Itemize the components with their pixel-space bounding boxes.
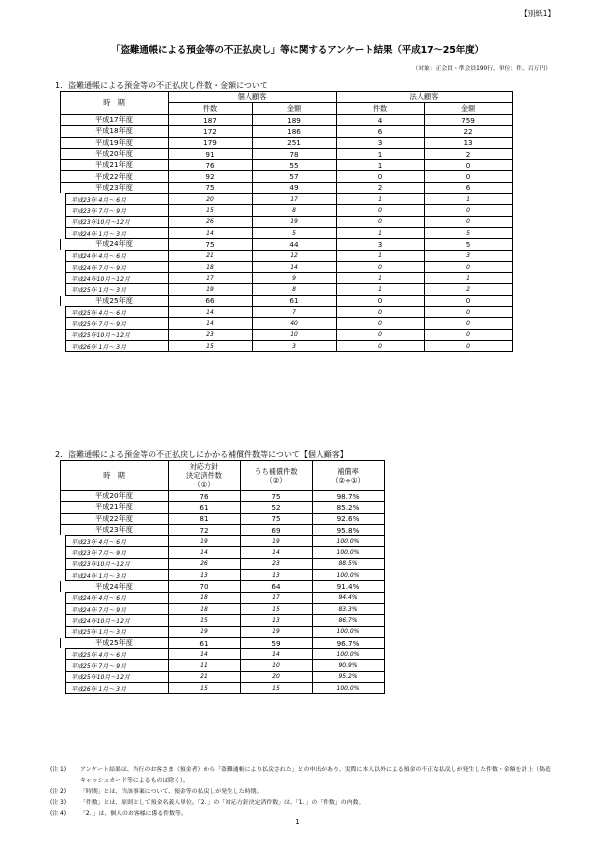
period-label: 平成23年度 [60,182,168,193]
table-row [60,284,512,295]
value-cell: 59 [240,637,312,648]
table-row [60,502,384,513]
table-row [60,182,512,193]
table-row [60,295,512,306]
table-row [60,603,384,614]
value-cell: 20 [240,671,312,682]
col-individual-header: 個人顧客 [168,92,336,103]
value-cell: 21 [168,250,252,261]
value-cell: 100.0% [312,683,384,694]
value-cell: 100.0% [312,626,384,637]
period-label: 平成24年度 [60,239,168,250]
value-cell: 7 [252,307,336,318]
section2-heading: 2．盗難通帳による預金等の不正払戻しにかかる補償件数等について【個人顧客】 [55,450,348,459]
col-rate-header: 補償率 （②÷①） [312,461,384,491]
period-label: 平成24年 7月～ 9月 [60,261,168,272]
period-label: 平成21年度 [60,160,168,171]
value-cell: 26 [168,558,240,569]
value-cell: 19 [168,626,240,637]
value-cell: 0 [424,329,512,340]
value-cell: 14 [168,649,240,660]
value-cell: 13 [168,570,240,581]
period-label: 平成25年 4月～ 6月 [60,649,168,660]
period-label: 平成24年10月～12月 [60,615,168,626]
value-cell: 3 [336,239,424,250]
value-cell: 1 [336,160,424,171]
value-cell: 2 [336,182,424,193]
value-cell: 55 [252,160,336,171]
value-cell: 15 [168,683,240,694]
value-cell: 17 [252,194,336,205]
annex-label: 【別紙1】 [520,9,555,18]
value-cell: 172 [168,126,252,137]
value-cell: 19 [240,536,312,547]
value-cell: 91.4% [312,581,384,592]
col-period-header: 時 期 [60,461,168,491]
table-row [60,592,384,603]
value-cell: 0 [424,205,512,216]
value-cell: 49 [252,182,336,193]
value-cell: 6 [336,126,424,137]
footnote [50,787,555,798]
value-cell: 1 [424,194,512,205]
value-cell: 4 [336,115,424,126]
table-row [60,491,384,502]
value-cell: 3 [252,340,336,351]
table-row [60,340,512,351]
value-cell: 19 [240,626,312,637]
value-cell: 75 [240,513,312,524]
table-row [60,660,384,671]
value-cell: 44 [252,239,336,250]
value-cell: 13 [240,570,312,581]
value-cell: 0 [336,261,424,272]
period-label: 平成22年度 [60,171,168,182]
value-cell: 81 [168,513,240,524]
period-label: 平成24年 4月～ 6月 [60,592,168,603]
value-cell: 0 [424,261,512,272]
period-label: 平成25年 1月～ 3月 [60,626,168,637]
table-row [60,250,512,261]
value-cell: 91 [168,148,252,159]
compensation-table [55,460,385,694]
table-row [60,205,512,216]
value-cell: 15 [168,615,240,626]
table-row [60,115,512,126]
page-title: 「盗難通帳による預金等の不正払戻し」等に関するアンケート結果（平成17～25年度） [111,45,484,56]
value-cell: 92 [168,171,252,182]
value-cell: 22 [424,126,512,137]
value-cell: 0 [336,205,424,216]
value-cell: 14 [168,547,240,558]
col-decided-header: 対応方針 決定済件数 （①） [168,461,240,491]
period-label: 平成25年10月～12月 [60,671,168,682]
value-cell: 0 [336,171,424,182]
value-cell: 6 [424,182,512,193]
value-cell: 0 [424,340,512,351]
period-label: 平成23年 4月～ 6月 [60,194,168,205]
value-cell: 100.0% [312,536,384,547]
period-label: 平成23年10月～12月 [60,558,168,569]
period-label: 平成19年度 [60,137,168,148]
footnote-text: 「件数」とは、原則として預金名義人単位。「2．」の「対応方針決定済件数」は、「1．」の「件数」の内数。 [80,800,365,806]
value-cell: 92.6% [312,513,384,524]
value-cell: 14 [252,261,336,272]
value-cell: 0 [424,160,512,171]
value-cell: 69 [240,524,312,535]
value-cell: 21 [168,671,240,682]
value-cell: 14 [240,649,312,660]
value-cell: 66 [168,295,252,306]
value-cell: 17 [168,273,252,284]
value-cell: 14 [240,547,312,558]
value-cell: 61 [252,295,336,306]
value-cell: 12 [252,250,336,261]
value-cell: 100.0% [312,547,384,558]
value-cell: 64 [240,581,312,592]
value-cell: 17 [240,592,312,603]
col-corporate-amount-header: 金額 [424,103,512,115]
table-row [60,683,384,694]
value-cell: 179 [168,137,252,148]
period-label: 平成23年 4月～ 6月 [60,536,168,547]
value-cell: 15 [168,340,252,351]
value-cell: 23 [168,329,252,340]
col-individual-amount-header: 金額 [252,103,336,115]
value-cell: 85.2% [312,502,384,513]
table-row [60,626,384,637]
value-cell: 14 [168,227,252,238]
value-cell: 19 [252,216,336,227]
value-cell: 83.3% [312,603,384,614]
value-cell: 9 [252,273,336,284]
value-cell: 11 [168,660,240,671]
value-cell: 187 [168,115,252,126]
value-cell: 18 [168,592,240,603]
value-cell: 86.7% [312,615,384,626]
value-cell: 94.4% [312,592,384,603]
value-cell: 0 [424,295,512,306]
period-label: 平成26年 1月～ 3月 [60,683,168,694]
table-row [60,615,384,626]
period-label: 平成20年度 [60,491,168,502]
table-row [60,671,384,682]
period-label: 平成17年度 [60,115,168,126]
value-cell: 0 [424,307,512,318]
value-cell: 75 [168,239,252,250]
value-cell: 1 [336,227,424,238]
table-row [60,307,512,318]
value-cell: 1 [336,194,424,205]
value-cell: 23 [240,558,312,569]
value-cell: 186 [252,126,336,137]
table-row [60,194,512,205]
value-cell: 2 [424,284,512,295]
period-label: 平成23年 7月～ 9月 [60,547,168,558]
value-cell: 0 [336,329,424,340]
value-cell: 13 [424,137,512,148]
value-cell: 95.2% [312,671,384,682]
table-row [60,137,512,148]
value-cell: 88.5% [312,558,384,569]
value-cell: 95.8% [312,524,384,535]
value-cell: 15 [168,205,252,216]
table-row [60,547,384,558]
value-cell: 61 [168,502,240,513]
value-cell: 5 [424,227,512,238]
period-label: 平成25年 7月～ 9月 [60,660,168,671]
value-cell: 19 [168,536,240,547]
value-cell: 0 [336,295,424,306]
value-cell: 8 [252,205,336,216]
value-cell: 76 [168,160,252,171]
period-label: 平成23年度 [60,524,168,535]
value-cell: 1 [336,148,424,159]
table-row [60,148,512,159]
value-cell: 72 [168,524,240,535]
value-cell: 0 [336,307,424,318]
table-row [60,524,384,535]
value-cell: 10 [240,660,312,671]
table-row [60,216,512,227]
value-cell: 10 [252,329,336,340]
value-cell: 0 [424,318,512,329]
value-cell: 40 [252,318,336,329]
value-cell: 61 [168,637,240,648]
table-row [60,318,512,329]
value-cell: 1 [336,284,424,295]
value-cell: 759 [424,115,512,126]
footnote-label: (注 3) [50,800,67,806]
period-label: 平成24年10月～12月 [60,273,168,284]
value-cell: 19 [168,284,252,295]
period-label: 平成23年 7月～ 9月 [60,205,168,216]
value-cell: 75 [168,182,252,193]
period-label: 平成25年度 [60,295,168,306]
value-cell: 78 [252,148,336,159]
value-cell: 100.0% [312,570,384,581]
table-row [60,513,384,524]
table-row [60,171,512,182]
col-individual-count-header: 件数 [168,103,252,115]
value-cell: 52 [240,502,312,513]
value-cell: 2 [424,148,512,159]
value-cell: 5 [252,227,336,238]
value-cell: 0 [336,216,424,227]
value-cell: 15 [240,683,312,694]
col-compensated-header: うち補償件数 （②） [240,461,312,491]
table-row [60,558,384,569]
section1-heading: 1．盗難通帳による預金等の不正払戻し件数・金額について [55,81,268,90]
footnote-text: アンケート結果は、当行のお客さま（預金者）から「盗難通帳により払戻された」との申出があり、実際に本人以外による預金の不正な払戻しが発生した件数・金額を計上（偽造キャッシュカード等によるものは除く）。 [80,767,551,784]
value-cell: 15 [240,603,312,614]
period-label: 平成24年 1月～ 3月 [60,570,168,581]
value-cell: 3 [424,250,512,261]
value-cell: 18 [168,603,240,614]
table-row [60,581,384,592]
footnote [50,765,555,787]
value-cell: 0 [336,340,424,351]
value-cell: 251 [252,137,336,148]
table-row [60,227,512,238]
period-label: 平成25年 1月～ 3月 [60,284,168,295]
period-label: 平成24年度 [60,581,168,592]
period-label: 平成25年10月～12月 [60,329,168,340]
table-row [60,160,512,171]
footnote-label: (注 2) [50,789,67,795]
table-row [60,329,512,340]
period-label: 平成24年 7月～ 9月 [60,603,168,614]
table-row [60,570,384,581]
value-cell: 26 [168,216,252,227]
period-label: 平成24年 4月～ 6月 [60,250,168,261]
col-corporate-header: 法人顧客 [336,92,512,103]
value-cell: 57 [252,171,336,182]
value-cell: 76 [168,491,240,502]
value-cell: 3 [336,137,424,148]
value-cell: 0 [336,318,424,329]
value-cell: 0 [424,171,512,182]
value-cell: 20 [168,194,252,205]
value-cell: 14 [168,318,252,329]
period-label: 平成25年 7月～ 9月 [60,318,168,329]
value-cell: 14 [168,307,252,318]
value-cell: 18 [168,261,252,272]
footnote-label: (注 1) [50,767,67,773]
survey-subject-note: （対象：正会員・準会員190行、単位：件、百万円） [412,66,551,72]
value-cell: 90.9% [312,660,384,671]
period-label: 平成21年度 [60,502,168,513]
value-cell: 13 [240,615,312,626]
value-cell: 1 [336,273,424,284]
table-row [60,273,512,284]
value-cell: 8 [252,284,336,295]
col-corporate-count-header: 件数 [336,103,424,115]
value-cell: 98.7% [312,491,384,502]
value-cell: 1 [336,250,424,261]
period-label: 平成18年度 [60,126,168,137]
table-row [60,261,512,272]
footnote-text: 「時期」とは、当該事案について、預金等の払戻しが発生した時期。 [80,789,263,795]
footnote-label: (注 4) [50,811,67,817]
table-row [60,239,512,250]
value-cell: 189 [252,115,336,126]
footnote-text: 「2．」は、個人のお客様に係る件数等。 [80,811,187,817]
period-label: 平成20年度 [60,148,168,159]
period-label: 平成26年 1月～ 3月 [60,340,168,351]
period-label: 平成25年度 [60,637,168,648]
value-cell: 75 [240,491,312,502]
table-row [60,637,384,648]
page-number: 1 [295,818,300,826]
footnote [50,798,555,809]
value-cell: 100.0% [312,649,384,660]
period-label: 平成24年 1月～ 3月 [60,227,168,238]
value-cell: 5 [424,239,512,250]
value-cell: 0 [424,216,512,227]
footnotes [50,765,555,820]
col-period-header: 時 期 [60,92,168,115]
value-cell: 1 [424,273,512,284]
period-label: 平成25年 4月～ 6月 [60,307,168,318]
value-cell: 70 [168,581,240,592]
period-label: 平成23年10月～12月 [60,216,168,227]
table-row [60,536,384,547]
table-row [60,126,512,137]
fraud-cases-table [55,91,513,352]
period-label: 平成22年度 [60,513,168,524]
value-cell: 96.7% [312,637,384,648]
table-row [60,649,384,660]
